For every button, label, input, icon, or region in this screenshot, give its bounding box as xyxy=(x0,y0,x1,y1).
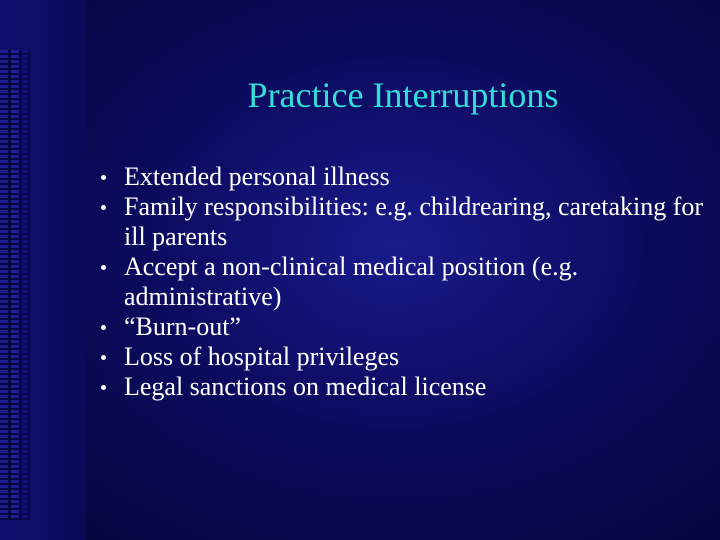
decorative-square-pattern-fade xyxy=(22,50,30,520)
bullet-icon xyxy=(101,385,106,390)
bullet-text: Legal sanctions on medical license xyxy=(124,372,487,401)
bullet-list xyxy=(110,162,710,402)
bullet-text: Loss of hospital privileges xyxy=(124,342,400,371)
bullet-item xyxy=(110,372,710,402)
bullet-item xyxy=(110,192,710,252)
bullet-item xyxy=(110,312,710,342)
bullet-text: Extended personal illness xyxy=(124,162,390,191)
bullet-icon xyxy=(101,325,106,330)
bullet-icon xyxy=(101,355,106,360)
bullet-text: Accept a non-clinical medical position (e.g. administrative) xyxy=(124,252,579,311)
bullet-icon xyxy=(101,205,106,210)
bullet-item xyxy=(110,162,710,192)
bullet-item xyxy=(110,252,710,312)
bullet-icon xyxy=(101,265,106,270)
bullet-text: “Burn-out” xyxy=(124,312,241,341)
decorative-square-pattern xyxy=(0,50,22,520)
bullet-item xyxy=(110,342,710,372)
slide-title: Practice Interruptions xyxy=(247,75,559,115)
bullet-icon xyxy=(101,175,106,180)
bullet-text: Family responsibilities: e.g. childrearing, caretaking for ill parents xyxy=(124,192,704,251)
